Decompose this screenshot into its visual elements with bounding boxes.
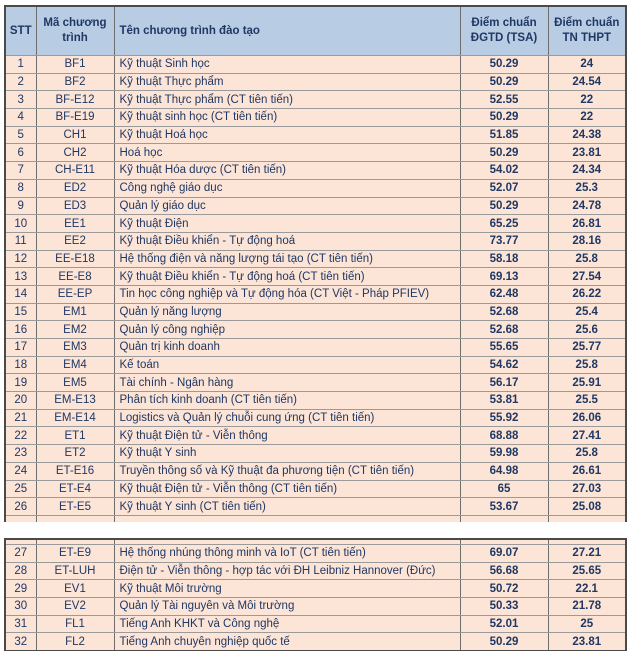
admission-score-table-upper	[4, 5, 627, 522]
cell-code: ED2	[36, 179, 114, 197]
cell-code: ET-E5	[36, 498, 114, 516]
cell-name: Quản lý giáo dục	[114, 197, 460, 215]
cell-thpt: 27.54	[548, 268, 626, 286]
cell-code: BF2	[36, 73, 114, 91]
cell-tsa: 52.68	[460, 321, 548, 339]
cell-thpt: 26.61	[548, 462, 626, 480]
cell-tsa: 50.29	[460, 197, 548, 215]
table-row	[5, 197, 626, 215]
cell-thpt: 24.38	[548, 126, 626, 144]
cell-thpt: 22	[548, 109, 626, 127]
cell-stt: 24	[5, 462, 36, 480]
cell-code: ET-E9	[36, 545, 114, 563]
cell-stt: 11	[5, 232, 36, 250]
table-row	[5, 462, 626, 480]
table-row	[5, 73, 626, 91]
cell-stt: 23	[5, 445, 36, 463]
cell-name: Kỹ thuật sinh học (CT tiên tiến)	[114, 109, 460, 127]
cell-name: Phân tích kinh doanh (CT tiên tiến)	[114, 392, 460, 410]
cell-name: Hệ thống điện và năng lượng tái tạo (CT tiên tiến)	[114, 250, 460, 268]
cell-name: Quản lý năng lượng	[114, 303, 460, 321]
cell-stt: 29	[5, 580, 36, 598]
cell-tsa: 65	[460, 480, 548, 498]
cell-tsa: 62.48	[460, 285, 548, 303]
cell-name: Kỹ thuật Điều khiển - Tự động hoá	[114, 232, 460, 250]
cell-tsa: 50.72	[460, 580, 548, 598]
cell-code: FL1	[36, 615, 114, 633]
cell-thpt: 24.34	[548, 162, 626, 180]
column-header-name: Tên chương trình đào tạo	[114, 6, 460, 56]
cell-thpt: 24.78	[548, 197, 626, 215]
cell-tsa: 54.62	[460, 356, 548, 374]
cell-thpt: 22.1	[548, 580, 626, 598]
cell-stt: 27	[5, 545, 36, 563]
cell-thpt: 25.8	[548, 445, 626, 463]
cell-thpt: 25.8	[548, 356, 626, 374]
cell-thpt: 24	[548, 56, 626, 74]
cell-tsa: 58.18	[460, 250, 548, 268]
cell-thpt: 24.54	[548, 73, 626, 91]
screenshot-seam-gap	[0, 526, 628, 538]
cell-code: EM1	[36, 303, 114, 321]
table-header	[5, 6, 626, 56]
table-row	[5, 545, 626, 563]
cell-tsa: 55.92	[460, 409, 548, 427]
cell-stt: 19	[5, 374, 36, 392]
cell-code: BF1	[36, 56, 114, 74]
cell-thpt: 25.08	[548, 498, 626, 516]
cell-thpt: 25.3	[548, 179, 626, 197]
clipped-row-remnant	[5, 515, 626, 522]
table-row	[5, 392, 626, 410]
cell-name: Điện tử - Viễn thông - hợp tác với ĐH Leibniz Hannover (Đức)	[114, 562, 460, 580]
cell-thpt: 25.91	[548, 374, 626, 392]
table-row	[5, 615, 626, 633]
header-row	[5, 6, 626, 56]
cell-stt: 4	[5, 109, 36, 127]
cell-code: ET1	[36, 427, 114, 445]
cell-name: Quản trị kinh doanh	[114, 339, 460, 357]
cell-name: Kỹ thuật Sinh học	[114, 56, 460, 74]
cell-name: Kỹ thuật Hoá học	[114, 126, 460, 144]
table-row	[5, 598, 626, 616]
table-row	[5, 268, 626, 286]
column-header-thpt: Điểm chuẩn TN THPT	[548, 6, 626, 56]
cell-stt: 26	[5, 498, 36, 516]
table-row	[5, 374, 626, 392]
cell-name: Kỹ thuật Hóa dược (CT tiên tiến)	[114, 162, 460, 180]
cell-tsa: 51.85	[460, 126, 548, 144]
cell-tsa: 52.01	[460, 615, 548, 633]
cell-code: CH1	[36, 126, 114, 144]
table-row	[5, 91, 626, 109]
column-header-code: Mã chương trình	[36, 6, 114, 56]
cell-code: EE2	[36, 232, 114, 250]
cell-name: Kỹ thuật Điện tử - Viễn thông	[114, 427, 460, 445]
cell-code: EE-E18	[36, 250, 114, 268]
cell-thpt: 25.4	[548, 303, 626, 321]
cell-stt: 25	[5, 480, 36, 498]
cell-thpt: 28.16	[548, 232, 626, 250]
cell-code: EM-E14	[36, 409, 114, 427]
cell-code: EE-EP	[36, 285, 114, 303]
cell-name: Kỹ thuật Y sinh	[114, 445, 460, 463]
cell-stt: 16	[5, 321, 36, 339]
cell-name: Tài chính - Ngân hàng	[114, 374, 460, 392]
cell-stt: 3	[5, 91, 36, 109]
table-row	[5, 409, 626, 427]
cell-tsa: 53.81	[460, 392, 548, 410]
cell-stt: 15	[5, 303, 36, 321]
column-header-tsa: Điểm chuẩn ĐGTD (TSA)	[460, 6, 548, 56]
cell-name: Công nghệ giáo dục	[114, 179, 460, 197]
cell-code: ET-E16	[36, 462, 114, 480]
table-row	[5, 321, 626, 339]
cell-tsa: 50.29	[460, 73, 548, 91]
cell-thpt: 25.5	[548, 392, 626, 410]
table-row	[5, 445, 626, 463]
cell-name: Kỹ thuật Thực phẩm (CT tiên tiến)	[114, 91, 460, 109]
cell-stt: 14	[5, 285, 36, 303]
cell-stt: 1	[5, 56, 36, 74]
cell-clipped	[114, 515, 460, 522]
table-row	[5, 179, 626, 197]
cell-code: EV2	[36, 598, 114, 616]
cell-clipped	[36, 515, 114, 522]
cell-name: Tiếng Anh chuyên nghiệp quốc tế	[114, 633, 460, 651]
cell-name: Kỹ thuật Điều khiển - Tự động hoá (CT tiên tiến)	[114, 268, 460, 286]
cell-code: EV1	[36, 580, 114, 598]
table-row	[5, 356, 626, 374]
cell-tsa: 52.55	[460, 91, 548, 109]
cell-name: Kỹ thuật Y sinh (CT tiên tiến)	[114, 498, 460, 516]
table-row	[5, 250, 626, 268]
cell-stt: 18	[5, 356, 36, 374]
cell-stt: 22	[5, 427, 36, 445]
cell-tsa: 65.25	[460, 215, 548, 233]
table-row	[5, 580, 626, 598]
table-row	[5, 162, 626, 180]
cell-stt: 9	[5, 197, 36, 215]
cell-stt: 10	[5, 215, 36, 233]
cell-code: EM5	[36, 374, 114, 392]
table-row	[5, 285, 626, 303]
cell-name: Quản lý công nghiệp	[114, 321, 460, 339]
table-row	[5, 498, 626, 516]
cell-code: ET-E4	[36, 480, 114, 498]
cell-code: EM-E13	[36, 392, 114, 410]
cell-tsa: 69.13	[460, 268, 548, 286]
cell-stt: 8	[5, 179, 36, 197]
cell-code: ET2	[36, 445, 114, 463]
cell-thpt: 27.21	[548, 545, 626, 563]
cell-clipped	[460, 515, 548, 522]
cell-thpt: 27.03	[548, 480, 626, 498]
cell-clipped	[5, 515, 36, 522]
cell-thpt: 23.81	[548, 144, 626, 162]
cell-tsa: 50.29	[460, 633, 548, 651]
table-row	[5, 232, 626, 250]
cell-name: Kỹ thuật Điện	[114, 215, 460, 233]
cell-tsa: 54.02	[460, 162, 548, 180]
column-header-stt: STT	[5, 6, 36, 56]
cell-thpt: 27.41	[548, 427, 626, 445]
table-row	[5, 480, 626, 498]
cell-tsa: 69.07	[460, 545, 548, 563]
cell-stt: 20	[5, 392, 36, 410]
table-row-clipped	[5, 515, 626, 522]
cell-tsa: 56.68	[460, 562, 548, 580]
table-body-upper	[5, 56, 626, 516]
cell-thpt: 21.78	[548, 598, 626, 616]
cell-name: Tiếng Anh KHKT và Công nghệ	[114, 615, 460, 633]
cell-stt: 12	[5, 250, 36, 268]
cell-stt: 30	[5, 598, 36, 616]
cell-name: Hệ thống nhúng thông minh và IoT (CT tiên tiến)	[114, 545, 460, 563]
cell-tsa: 68.88	[460, 427, 548, 445]
cell-clipped	[548, 515, 626, 522]
cell-name: Kỹ thuật Thực phẩm	[114, 73, 460, 91]
cell-thpt: 23.81	[548, 633, 626, 651]
cell-tsa: 52.68	[460, 303, 548, 321]
cell-code: ED3	[36, 197, 114, 215]
cell-code: EM3	[36, 339, 114, 357]
cell-thpt: 25	[548, 615, 626, 633]
cell-name: Logistics và Quản lý chuỗi cung ứng (CT tiên tiến)	[114, 409, 460, 427]
cell-code: EM4	[36, 356, 114, 374]
cell-code: CH-E11	[36, 162, 114, 180]
cell-name: Hoá học	[114, 144, 460, 162]
cell-thpt: 26.81	[548, 215, 626, 233]
cell-code: ET-LUH	[36, 562, 114, 580]
cell-tsa: 55.65	[460, 339, 548, 357]
cell-tsa: 53.67	[460, 498, 548, 516]
cell-name: Quản lý Tài nguyên và Môi trường	[114, 598, 460, 616]
cell-tsa: 59.98	[460, 445, 548, 463]
cell-thpt: 26.06	[548, 409, 626, 427]
table-row	[5, 633, 626, 651]
cell-name: Kỹ thuật Môi trường	[114, 580, 460, 598]
cell-code: FL2	[36, 633, 114, 651]
cell-stt: 32	[5, 633, 36, 651]
table-row	[5, 427, 626, 445]
cell-code: EE-E8	[36, 268, 114, 286]
cell-name: Tin học công nghiệp và Tự động hóa (CT Việt - Pháp PFIEV)	[114, 285, 460, 303]
cell-code: BF-E19	[36, 109, 114, 127]
cell-tsa: 50.29	[460, 56, 548, 74]
cell-stt: 28	[5, 562, 36, 580]
cell-stt: 17	[5, 339, 36, 357]
cell-stt: 31	[5, 615, 36, 633]
table-row	[5, 144, 626, 162]
cell-tsa: 64.98	[460, 462, 548, 480]
cell-code: EM2	[36, 321, 114, 339]
cell-code: CH2	[36, 144, 114, 162]
cell-stt: 7	[5, 162, 36, 180]
table-row	[5, 339, 626, 357]
cell-code: BF-E12	[36, 91, 114, 109]
cell-stt: 2	[5, 73, 36, 91]
cell-thpt: 25.8	[548, 250, 626, 268]
table-row	[5, 562, 626, 580]
table-row	[5, 109, 626, 127]
cell-tsa: 50.33	[460, 598, 548, 616]
cell-tsa: 50.29	[460, 144, 548, 162]
cell-thpt: 22	[548, 91, 626, 109]
admission-score-table-lower	[4, 538, 627, 651]
cell-stt: 21	[5, 409, 36, 427]
cell-name: Kỹ thuật Điện tử - Viễn thông (CT tiên tiến)	[114, 480, 460, 498]
cell-stt: 5	[5, 126, 36, 144]
table-row	[5, 56, 626, 74]
cell-tsa: 50.29	[460, 109, 548, 127]
table-row	[5, 215, 626, 233]
cell-tsa: 73.77	[460, 232, 548, 250]
cell-tsa: 56.17	[460, 374, 548, 392]
table-body-lower	[5, 545, 626, 651]
cell-tsa: 52.07	[460, 179, 548, 197]
table-row	[5, 303, 626, 321]
cell-thpt: 25.65	[548, 562, 626, 580]
cell-thpt: 25.6	[548, 321, 626, 339]
cell-thpt: 26.22	[548, 285, 626, 303]
cell-thpt: 25.77	[548, 339, 626, 357]
cell-name: Truyền thông số và Kỹ thuật đa phương tiện (CT tiên tiến)	[114, 462, 460, 480]
cell-name: Kế toán	[114, 356, 460, 374]
cell-stt: 13	[5, 268, 36, 286]
cell-stt: 6	[5, 144, 36, 162]
table-row	[5, 126, 626, 144]
cell-code: EE1	[36, 215, 114, 233]
